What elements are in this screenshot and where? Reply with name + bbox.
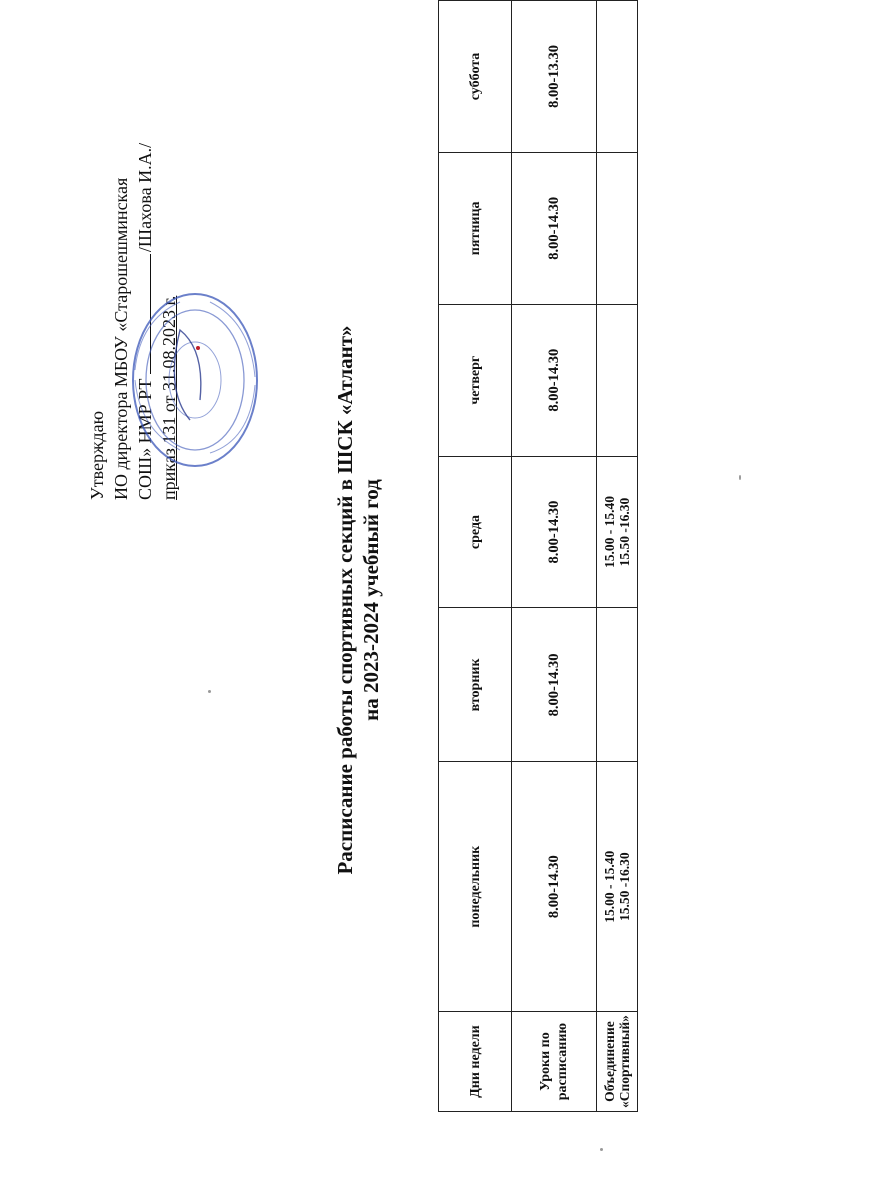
table-cell — [597, 152, 638, 304]
header-cell: среда — [439, 456, 512, 608]
table-cell — [597, 1, 638, 153]
table-cell — [597, 608, 638, 762]
header-cell: Дни недели — [439, 1012, 512, 1112]
approval-org: СОШ» НМР РТ — [135, 378, 155, 500]
table-cell: 8.00-14.30 — [512, 608, 597, 762]
scan-speck — [739, 475, 741, 480]
table-cell: 8.00-13.30 — [512, 1, 597, 153]
header-cell: понедельник — [439, 762, 512, 1012]
time-slot: 15.50 -16.30 — [617, 852, 632, 922]
row-label: Объединение «Спортивный» — [597, 1012, 638, 1112]
page-subtitle: на 2023-2024 учебный год — [359, 479, 383, 721]
scan-speck — [600, 1148, 603, 1151]
table-row — [512, 1, 597, 1112]
table-cell — [597, 304, 638, 456]
time-slot: 15.00 - 15.40 — [602, 850, 617, 923]
scan-speck — [208, 690, 211, 693]
seal-stamp — [120, 280, 270, 480]
approval-order: приказ 131 от 31.08.2023 г. — [159, 295, 179, 500]
table-header-row — [439, 1, 512, 1112]
header-cell: четверг — [439, 304, 512, 456]
time-slot: 15.00 - 15.40 — [602, 496, 617, 569]
table-cell: 8.00-14.30 — [512, 304, 597, 456]
table-cell: 8.00-14.30 — [512, 152, 597, 304]
header-cell: суббота — [439, 1, 512, 153]
schedule-table — [438, 0, 638, 1112]
row-label: Уроки по расписанию — [512, 1012, 597, 1112]
page-title: Расписание работы спортивных секций в ШСК «Атлант» — [333, 325, 357, 875]
table-cell: 8.00-14.30 — [512, 762, 597, 1012]
approval-signatory: /Шахова И.А./ — [135, 142, 155, 253]
time-slot: 15.50 -16.30 — [617, 497, 632, 567]
table-cell — [597, 456, 638, 608]
header-cell: вторник — [439, 608, 512, 762]
approval-line-1: Утверждаю — [87, 410, 107, 500]
table-cell — [597, 762, 638, 1012]
table-cell: 8.00-14.30 — [512, 456, 597, 608]
approval-line-2: ИО директора МБОУ «Старошешминская — [111, 177, 131, 500]
table-row — [597, 1, 638, 1112]
header-cell: пятница — [439, 152, 512, 304]
